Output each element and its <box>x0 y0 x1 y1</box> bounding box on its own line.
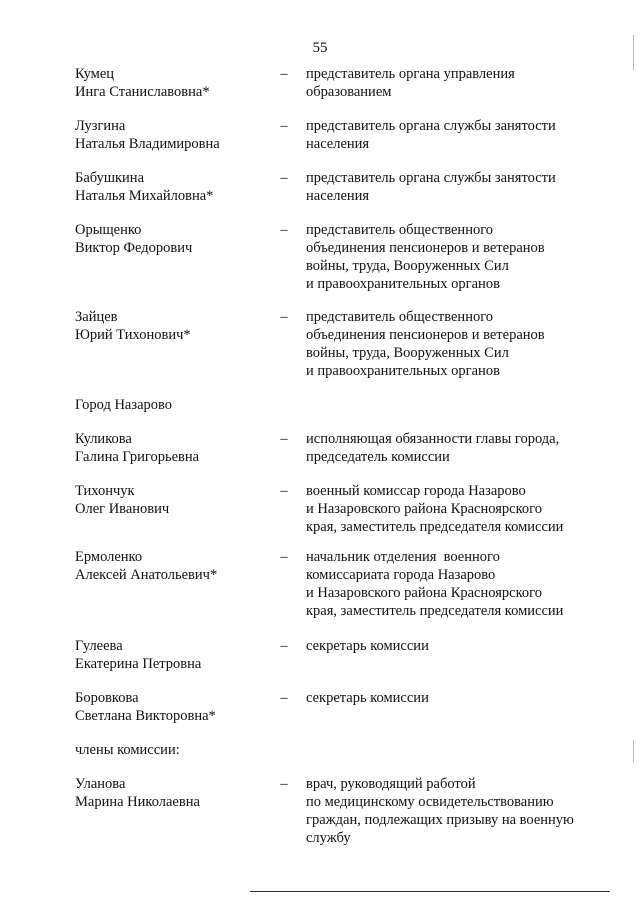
role-line: председатель комиссии <box>306 449 450 465</box>
person-name <box>75 169 275 205</box>
role-line: военный комиссар города Назарово <box>306 483 526 499</box>
dash-separator: – <box>280 483 288 499</box>
role-line: начальник отделения военного <box>306 549 500 565</box>
person-name <box>75 430 275 466</box>
role-line: войны, труда, Вооруженных Сил <box>306 345 509 361</box>
role-description <box>306 430 606 466</box>
dash-separator: – <box>280 118 288 134</box>
surname: Бабушкина <box>75 170 145 186</box>
role-line: представитель органа службы занятости <box>306 170 556 186</box>
role-description <box>306 308 606 380</box>
role-line: секретарь комиссии <box>306 690 429 706</box>
surname: Лузгина <box>75 118 126 134</box>
dash-separator: – <box>280 222 288 238</box>
person-name <box>75 482 275 518</box>
person-name <box>75 308 275 344</box>
role-description <box>306 117 606 153</box>
person-name <box>75 548 275 584</box>
surname: Боровкова <box>75 690 139 706</box>
given-names: Марина Николаевна <box>75 794 200 810</box>
role-line: исполняющая обязанности главы города, <box>306 431 560 447</box>
role-line: и Назаровского района Красноярского <box>306 501 542 517</box>
given-names: Виктор Федорович <box>75 240 193 256</box>
person-name <box>75 775 275 811</box>
surname: Уланова <box>75 776 126 792</box>
dash-separator: – <box>280 690 288 706</box>
role-line: представитель общественного <box>306 309 494 325</box>
role-line: секретарь комиссии <box>306 638 429 654</box>
role-line: образованием <box>306 84 392 100</box>
dash-separator: – <box>280 431 288 447</box>
role-line: объединения пенсионеров и ветеранов <box>306 327 545 343</box>
role-line: комиссариата города Назарово <box>306 567 496 583</box>
surname: Зайцев <box>75 309 118 325</box>
surname: Гулеева <box>75 638 123 654</box>
dash-separator: – <box>280 309 288 325</box>
role-line: и Назаровского района Красноярского <box>306 585 542 601</box>
scan-edge-mark <box>633 740 634 762</box>
page-number: 55 <box>312 40 328 56</box>
role-line: представитель органа управления <box>306 66 515 82</box>
role-description <box>306 637 606 655</box>
surname: Кумец <box>75 66 115 82</box>
given-names: Инга Станиславовна* <box>75 84 210 100</box>
given-names: Светлана Викторовна* <box>75 708 216 724</box>
surname: Ермоленко <box>75 549 143 565</box>
dash-separator: – <box>280 170 288 186</box>
given-names: Наталья Владимировна <box>75 136 220 152</box>
dash-separator: – <box>280 549 288 565</box>
role-line: и правоохранительных органов <box>306 363 500 379</box>
given-names: Юрий Тихонович* <box>75 327 191 343</box>
role-line: края, заместитель председателя комиссии <box>306 603 564 619</box>
role-line: и правоохранительных органов <box>306 276 500 292</box>
role-line: по медицинскому освидетельствованию <box>306 794 554 810</box>
role-description <box>306 221 606 293</box>
role-line: войны, труда, Вооруженных Сил <box>306 258 509 274</box>
given-names: Галина Григорьевна <box>75 449 200 465</box>
given-names: Алексей Анатольевич* <box>75 567 218 583</box>
role-line: представитель общественного <box>306 222 494 238</box>
role-line: представитель органа службы занятости <box>306 118 556 134</box>
dash-separator: – <box>280 776 288 792</box>
surname: Тихончук <box>75 483 135 499</box>
role-line: службу <box>306 830 351 846</box>
role-line: населения <box>306 136 370 152</box>
person-name <box>75 117 275 153</box>
role-line: врач, руководящий работой <box>306 776 476 792</box>
dash-separator: – <box>280 66 288 82</box>
bottom-rule <box>250 891 610 892</box>
role-description <box>306 65 606 101</box>
surname: Орыщенко <box>75 222 142 238</box>
role-description <box>306 169 606 205</box>
person-name <box>75 65 275 101</box>
given-names: Наталья Михайловна* <box>75 188 214 204</box>
role-description <box>306 482 606 536</box>
person-name <box>75 637 275 673</box>
role-line: края, заместитель председателя комиссии <box>306 519 564 535</box>
role-description <box>306 775 606 847</box>
role-description <box>306 548 606 620</box>
surname: Куликова <box>75 431 132 447</box>
given-names: Екатерина Петровна <box>75 656 202 672</box>
role-line: граждан, подлежащих призыву на военную <box>306 812 574 828</box>
dash-separator: – <box>280 638 288 654</box>
section-heading-members: члены комиссии: <box>75 742 180 758</box>
section-heading-city: Город Назарово <box>75 397 173 413</box>
role-description <box>306 689 606 707</box>
role-line: населения <box>306 188 370 204</box>
person-name <box>75 221 275 257</box>
role-line: объединения пенсионеров и ветеранов <box>306 240 545 256</box>
person-name <box>75 689 275 725</box>
scan-edge-mark <box>633 35 634 70</box>
given-names: Олег Иванович <box>75 501 170 517</box>
